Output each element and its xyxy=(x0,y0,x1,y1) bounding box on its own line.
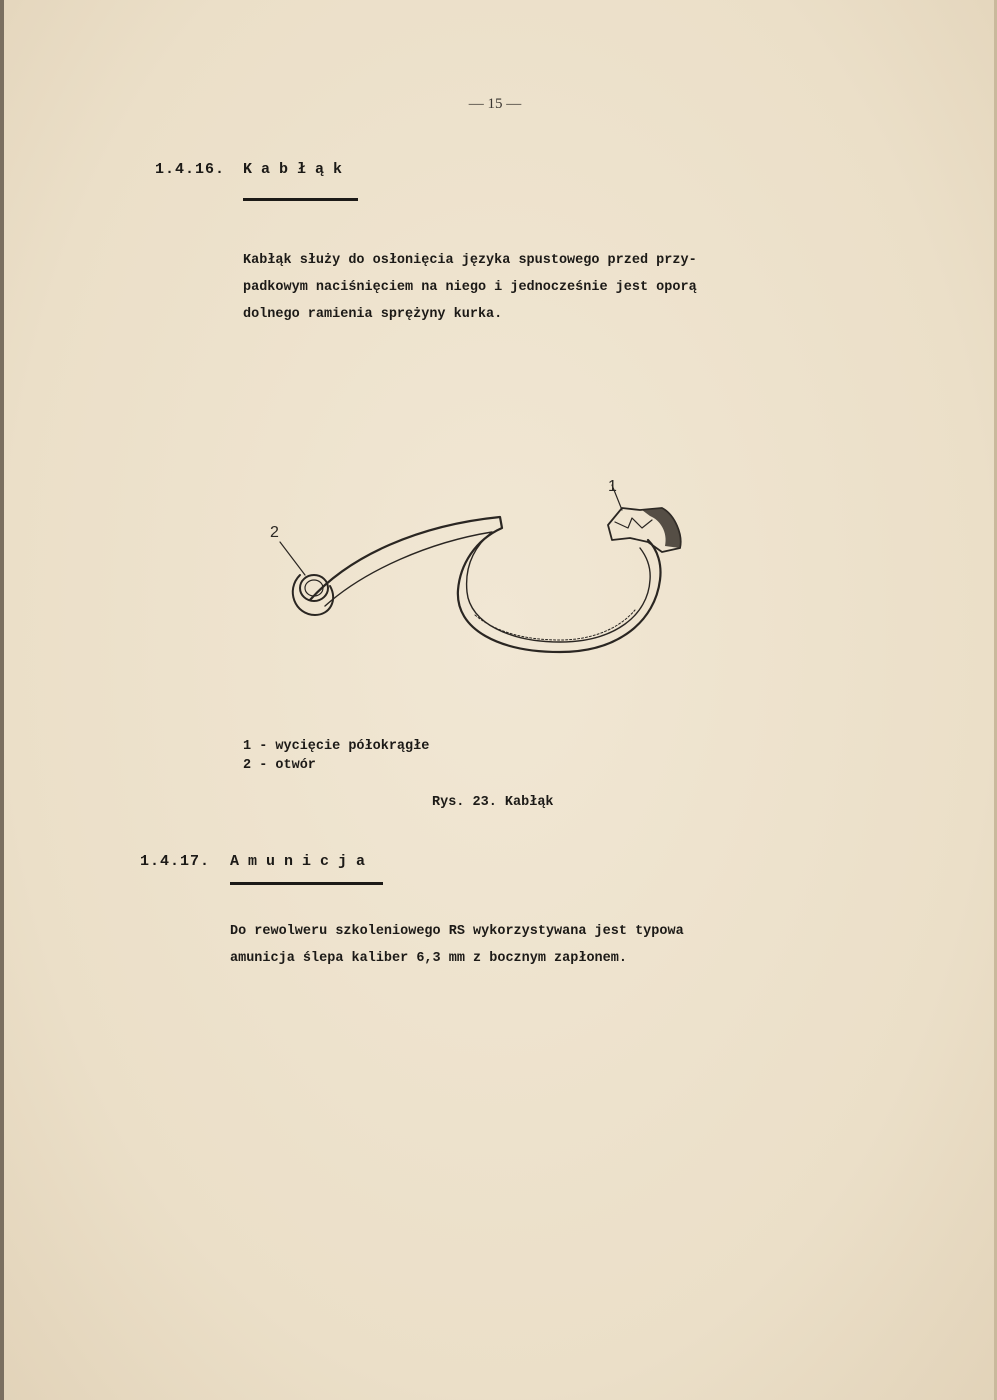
page-number: — 15 — xyxy=(468,96,522,112)
figure-caption: Rys. 23. Kabłąk xyxy=(432,795,554,810)
figure-legend-item: 1 - wycięcie półokrągłe xyxy=(243,739,430,754)
figure-callout-1: 1 xyxy=(608,478,617,495)
section-title-underline xyxy=(243,198,358,201)
section-title-underline xyxy=(230,882,383,885)
section-number: 1.4.16. xyxy=(155,161,226,178)
section-paragraph-line: padkowym naciśnięciem na niego i jednocześnie jest oporą xyxy=(243,280,697,295)
trigger-guard-illustration xyxy=(270,480,700,670)
figure-legend-item: 2 - otwór xyxy=(243,758,316,773)
figure-callout-2: 2 xyxy=(270,524,279,541)
page-edge-left xyxy=(0,0,4,1400)
section-paragraph-line: dolnego ramienia sprężyny kurka. xyxy=(243,307,503,322)
section-paragraph-line: Do rewolweru szkoleniowego RS wykorzystywana jest typowa xyxy=(230,924,684,939)
section-title: Amunicja xyxy=(230,853,375,870)
section-number: 1.4.17. xyxy=(140,853,211,870)
section-paragraph-line: amunicja ślepa kaliber 6,3 mm z bocznym zapłonem. xyxy=(230,951,627,966)
section-title: Kabłąk xyxy=(243,161,352,178)
section-paragraph-line: Kabłąk służy do osłonięcia języka spustowego przed przy- xyxy=(243,253,697,268)
